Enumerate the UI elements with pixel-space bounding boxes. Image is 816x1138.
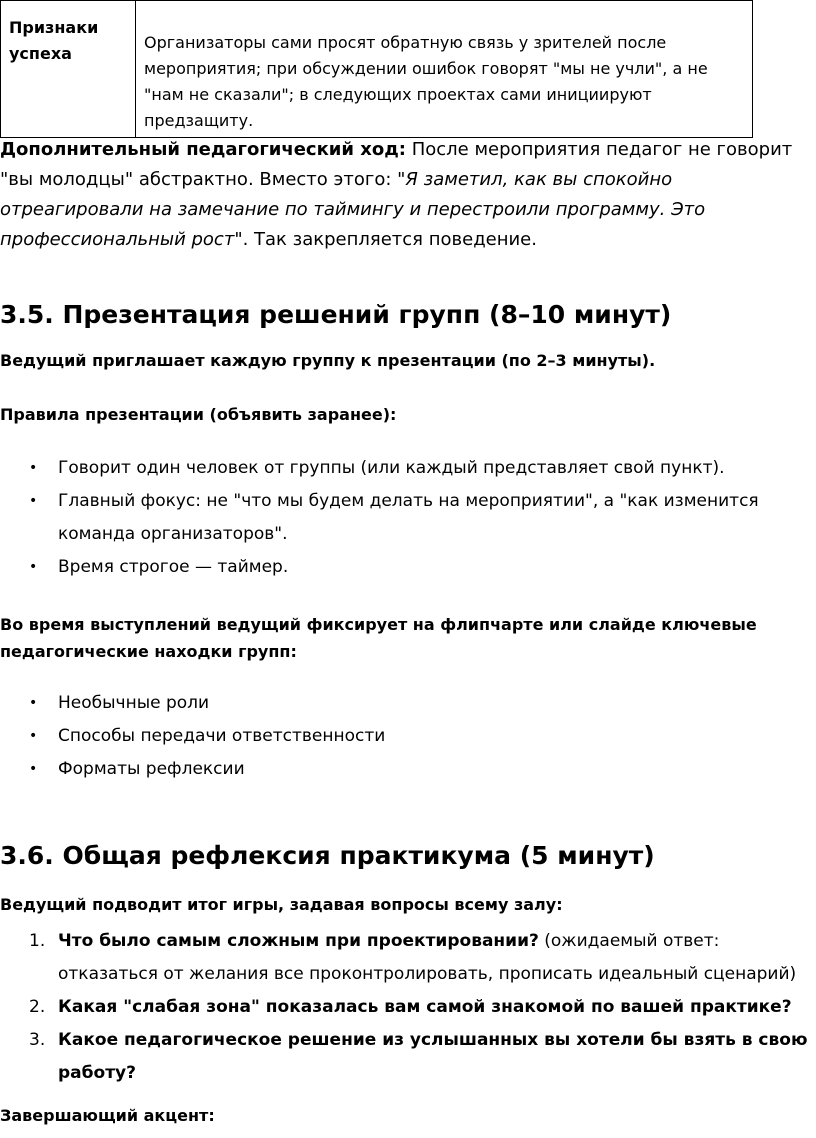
rules-heading: Правила презентации (объявить заранее): bbox=[0, 405, 397, 424]
notes-heading: Во время выступлений ведущий фиксирует на флипчарте или слайде ключевые педагогические находки групп: bbox=[0, 615, 757, 661]
list-item: 1. Что было самым сложным при проектировании? (ожидаемый ответ: отказаться от желания все проконтролировать, прописать идеальный сценарий) bbox=[0, 925, 808, 991]
rules-list bbox=[0, 452, 808, 584]
list-item: • Способы передачи ответственности bbox=[0, 720, 808, 753]
list-item: 2. Какая "слабая зона" показалась вам самой знакомой по вашей практике? bbox=[0, 991, 808, 1024]
reflection-questions bbox=[0, 925, 808, 1090]
list-item: • Время строгое — таймер. bbox=[0, 551, 808, 584]
list-item: • Форматы рефлексии bbox=[0, 753, 808, 786]
section-heading-3-5: 3.5. Презентация решений групп (8–10 минут) bbox=[0, 300, 672, 329]
list-item: • Необычные роли bbox=[0, 687, 808, 720]
extra-pedagogical-move bbox=[0, 135, 800, 255]
item-number: 2. bbox=[29, 997, 46, 1017]
bullet-icon: • bbox=[29, 728, 38, 744]
extra-move-quote: Я заметил, как вы спокойно отреагировали на замечание по таймингу и перестроили программу. Это профессиональный рост bbox=[0, 169, 706, 250]
item-number: 1. bbox=[29, 931, 46, 951]
item-number: 3. bbox=[29, 1030, 46, 1050]
bullet-icon: • bbox=[29, 695, 38, 711]
list-item: 3. Какое педагогическое решение из услышанных вы хотели бы взять в свою работу? bbox=[0, 1024, 808, 1090]
table-value-cell: Организаторы сами просят обратную связь у зрителей после мероприятия; при обсуждении ошибок говорят "мы не учли", а не "нам не сказали"; в следующих проектах сами инициируют предзащиту. bbox=[136, 1, 753, 138]
section-heading-3-6: 3.6. Общая рефлексия практикума (5 минут) bbox=[0, 841, 655, 870]
final-accent-heading: Завершающий акцент: bbox=[0, 1106, 215, 1125]
extra-move-text: После мероприятия педагог не говорит "вы молодцы" абстрактно. Вместо этого: " bbox=[0, 139, 793, 190]
table-label-cell: Признаки успеха bbox=[1, 1, 136, 138]
section-3-6-lead: Ведущий подводит итог игры, задавая вопросы всему залу: bbox=[0, 895, 563, 914]
bullet-icon: • bbox=[29, 493, 38, 509]
bullet-icon: • bbox=[29, 559, 38, 575]
bullet-icon: • bbox=[29, 761, 38, 777]
list-item: • Говорит один человек от группы (или каждый представляет свой пункт). bbox=[0, 452, 808, 485]
extra-move-text-end: ". Так закрепляется поведение. bbox=[234, 229, 537, 250]
table-row bbox=[1, 1, 753, 138]
extra-move-label: Дополнительный педагогический ход: bbox=[0, 139, 407, 160]
section-3-5-lead: Ведущий приглашает каждую группу к презентации (по 2–3 минуты). bbox=[0, 351, 656, 370]
success-criteria-table bbox=[0, 0, 753, 138]
bullet-icon: • bbox=[29, 460, 38, 476]
notes-list bbox=[0, 687, 808, 786]
list-item: • Главный фокус: не "что мы будем делать на мероприятии", а "как изменится команда организаторов". bbox=[0, 485, 808, 551]
